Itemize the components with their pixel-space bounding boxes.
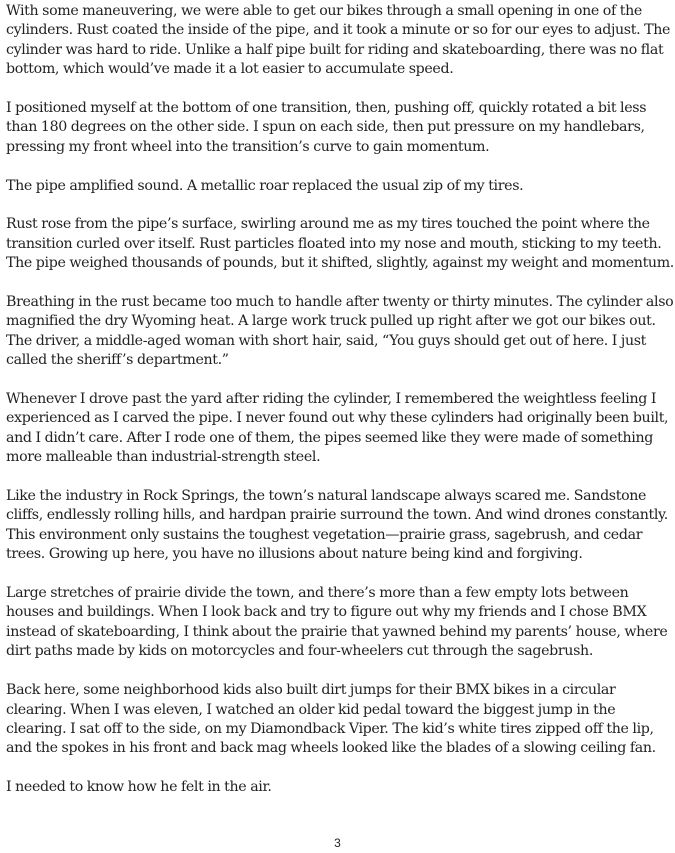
- paragraph: With some maneuvering, we were able to get our bikes through a small opening in one of the cylinders. Rust coated the inside of the pipe, and it took a minute or so for our eyes to adjust. The cylinder was hard to ride. Unlike a half pipe built for riding and skateboarding, there was no flat bottom, which would’ve made it a lot easier to accumulate speed.: [6, 3, 671, 78]
- paragraph: The pipe amplified sound. A metallic roar replaced the usual zip of my tires.: [6, 177, 524, 194]
- paragraph: Back here, some neighborhood kids also built dirt jumps for their BMX bikes in a circular clearing. When I was eleven, I watched an older kid pedal toward the biggest jump in the clearing. I sat off to the side, on my Diamondback Viper. The kid’s white tires zipped off the lip, and the spokes in his front and back mag wheels looked like the blades of a slowing ceiling fan.: [6, 682, 656, 757]
- page-number: 3: [334, 836, 341, 850]
- paragraph: Rust rose from the pipe’s surface, swirling around me as my tires touched the point where the transition curled over itself. Rust particles floated into my nose and mouth, sticking to my teeth. The pipe weighed thousands of pounds, but it shifted, slightly, against my weight and momentum.: [6, 216, 674, 272]
- paragraph: Large stretches of prairie divide the town, and there’s more than a few empty lots between houses and buildings. When I look back and try to figure out why my friends and I chose BMX instead of skateboarding, I think about the prairie that yawned behind my parents’ house, where dirt paths made by kids on motorcycles and four-wheelers cut through the sagebrush.: [6, 585, 668, 660]
- paragraph: I needed to know how he felt in the air.: [6, 779, 272, 796]
- paragraph: Whenever I drove past the yard after riding the cylinder, I remembered the weightless feeling I experienced as I carved the pipe. I never found out why these cylinders had originally been built, and I didn’t care. After I rode one of them, the pipes seemed like they were made of something more malleable than industrial-strength steel.: [6, 391, 669, 466]
- paragraph: Like the industry in Rock Springs, the town’s natural landscape always scared me. Sandstone cliffs, endlessly rolling hills, and hardpan prairie surround the town. And wind drones constantly. This environment only sustains the toughest vegetation—prairie grass, sagebrush, and cedar trees. Growing up here, you have no illusions about nature being kind and forgiving.: [6, 488, 668, 563]
- paragraph: Breathing in the rust became too much to handle after twenty or thirty minutes. The cylinder also magnified the dry Wyoming heat. A large work truck pulled up right after we got our bikes out. The driver, a middle-aged woman with short hair, said, “You guys should get out of here. I just called the sheriff’s department.”: [6, 294, 674, 369]
- paragraph: I positioned myself at the bottom of one transition, then, pushing off, quickly rotated a bit less than 180 degrees on the other side. I spun on each side, then put pressure on my handlebars, pressing my front wheel into the transition’s curve to gain momentum.: [6, 100, 647, 155]
- body-text: [6, 2, 674, 817]
